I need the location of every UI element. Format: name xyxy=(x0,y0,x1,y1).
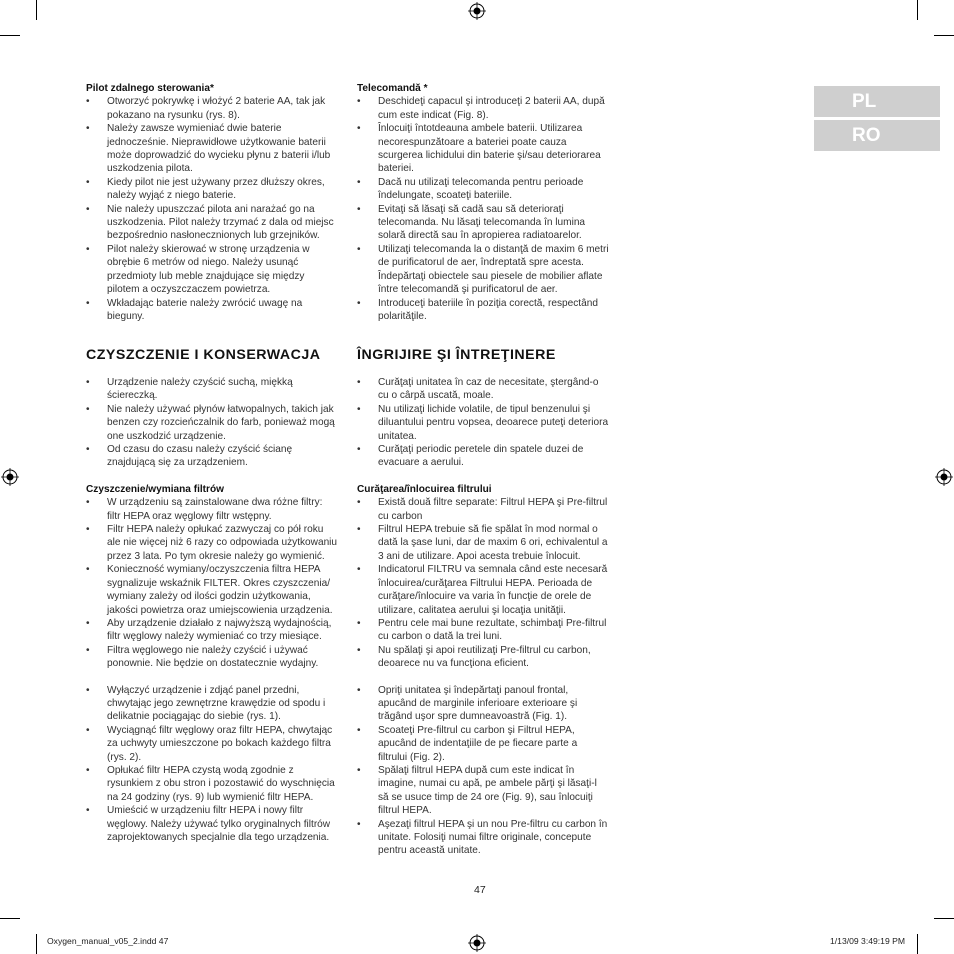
crop-mark xyxy=(36,934,37,954)
list-item: • Wkładając baterie należy zwrócić uwagę na bieguny. xyxy=(86,297,338,324)
list-item: • W urządzeniu są zainstalowane dwa różne filtry: filtr HEPA oraz węglowy filtr wstępny. xyxy=(86,496,338,523)
bullet-list xyxy=(86,376,338,470)
list-item: • Opriţi unitatea şi îndepărtaţi panoul frontal, apucând de marginile inferioare exterioare şi trăgând uşor spre dumneavoastră (Fig. 1). xyxy=(357,684,609,724)
bullet-list xyxy=(86,684,338,845)
list-item: • Należy zawsze wymieniać dwie baterie jednocześnie. Nieprawidłowe użytkowanie baterii może doprowadzić do wycieku płynu z baterii i/lub uszkodzenia pilota. xyxy=(86,122,338,176)
list-item: • Filtrul HEPA trebuie să fie spălat în mod normal o dată la şase luni, dar de maxim 6 ori, echivalentul a 3 ani de utilizare. Apoi acesta trebuie înlocuit. xyxy=(357,523,609,563)
bullet-list xyxy=(357,376,609,470)
list-item: • Aby urządzenie działało z najwyższą wydajnością, filtr węglowy należy wymieniać co trzy miesiące. xyxy=(86,617,338,644)
registration-mark-icon xyxy=(468,2,486,20)
list-item: • Indicatorul FILTRU va semnala când este necesară înlocuirea/curăţarea Filtrului HEPA. Perioada de curăţare/înlocuire va varia în funcţie de orele de utilizare, calitatea aerului şi locaţia unităţii. xyxy=(357,563,609,617)
list-item: • Utilizaţi telecomanda la o distanţă de maxim 6 metri de purificatorul de aer, îndreptată spre acesta. Îndepărtaţi obiectele sau piesele de mobilier aflate între telecomandă şi purificatorul de aer. xyxy=(357,243,609,297)
language-tab-ro: RO xyxy=(814,120,940,151)
crop-mark xyxy=(917,934,918,954)
list-item: • Nu spălaţi şi apoi reutilizaţi Pre-filtrul cu carbon, deoarece nu va funcţiona eficient. xyxy=(357,644,609,671)
list-item: • Deschideţi capacul şi introduceţi 2 baterii AA, după cum este indicat (Fig. 8). xyxy=(357,95,609,122)
list-item: • Aşezaţi filtrul HEPA şi un nou Pre-filtru cu carbon în unitate. Folosiţi numai filtre originale, concepute pentru această unitate. xyxy=(357,818,609,858)
crop-mark xyxy=(917,0,918,20)
list-item: • Înlocuiţi întotdeauna ambele baterii. Utilizarea necorespunzătoare a bateriei poate cauza scurgerea lichidului din baterie şi/sau deteriorarea bateriei. xyxy=(357,122,609,176)
registration-mark-icon xyxy=(935,468,953,486)
registration-mark-icon xyxy=(1,468,19,486)
bullet-list xyxy=(357,496,609,670)
slug-timestamp: 1/13/09 3:49:19 PM xyxy=(830,936,906,946)
list-item: • Opłukać filtr HEPA czystą wodą zgodnie z rysunkiem z obu stron i pozostawić do wyschnięcia na 24 godziny (rys. 9) lub wymienić filtr HEPA. xyxy=(86,764,338,804)
list-item: • Umieścić w urządzeniu filtr HEPA i nowy filtr węglowy. Należy używać tylko oryginalnych filtrów zaprojektowanych specjalnie dla tego urządzenia. xyxy=(86,804,338,844)
list-item: • Curăţaţi periodic peretele din spatele duzei de evacuare a aerului. xyxy=(357,443,609,470)
crop-mark xyxy=(934,918,954,919)
crop-mark xyxy=(934,35,954,36)
polish-column-lower xyxy=(86,376,338,844)
crop-mark xyxy=(0,35,20,36)
polish-column xyxy=(86,82,338,323)
list-item: • Scoateţi Pre-filtrul cu carbon şi Filtrul HEPA, apucând de indentaţiile de pe fiecare parte a filtrului (Fig. 2). xyxy=(357,724,609,764)
list-item: • Spălaţi filtrul HEPA după cum este indicat în imagine, numai cu apă, pe ambele părţi şi lăsaţi-l să se usuce timp de 24 ore (Fig. 9), sau înlocuiţi filtrul HEPA. xyxy=(357,764,609,818)
list-item: • Urządzenie należy czyścić suchą, miękką ściereczką. xyxy=(86,376,338,403)
list-item: • Filtr HEPA należy opłukać zazwyczaj co pół roku ale nie więcej niż 6 razy co odpowiada użytkowaniu przez 3 lata. Po tym okresie należy go wymienić. xyxy=(86,523,338,563)
list-item: • Otworzyć pokrywkę i włożyć 2 baterie AA, tak jak pokazano na rysunku (rys. 8). xyxy=(86,95,338,122)
romanian-column-lower xyxy=(357,376,609,858)
bullet-list xyxy=(86,95,338,323)
list-item: • Kiedy pilot nie jest używany przez dłuższy okres, należy wyjąć z niego baterie. xyxy=(86,176,338,203)
section-heading: ÎNGRIJIRE ŞI ÎNTREŢINERE xyxy=(357,347,556,363)
list-item: • Există două filtre separate: Filtrul HEPA şi Pre-filtrul cu carbon xyxy=(357,496,609,523)
list-item: • Konieczność wymiany/oczyszczenia filtra HEPA sygnalizuje wskaźnik FILTER. Okres czyszczenia/ wymiany zależy od ilości godzin użytkowania, jakości powietrza oraz umiejscowienia urządzenia. xyxy=(86,563,338,617)
list-item: • Curăţaţi unitatea în caz de necesitate, ştergând-o cu o cârpă uscată, moale. xyxy=(357,376,609,403)
section-subtitle: Curăţarea/înlocuirea filtrului xyxy=(357,483,492,495)
list-item: • Nu utilizaţi lichide volatile, de tipul benzenului şi diluantului pentru vopsea, deoarece puteţi deteriora unitatea. xyxy=(357,403,609,443)
romanian-column xyxy=(357,82,609,323)
language-tab-pl: PL xyxy=(814,86,940,117)
section-subtitle: Pilot zdalnego sterowania* xyxy=(86,83,214,94)
crop-mark xyxy=(0,918,20,919)
list-item: • Pentru cele mai bune rezultate, schimbaţi Pre-filtrul cu carbon o dată la trei luni. xyxy=(357,617,609,644)
bullet-list xyxy=(357,95,609,323)
list-item: • Nie należy używać płynów łatwopalnych, takich jak benzen czy rozcieńczalnik do farb, ponieważ mogą one uszkodzić urządzenie. xyxy=(86,403,338,443)
list-item: • Od czasu do czasu należy czyścić ścianę znajdującą się za urządzeniem. xyxy=(86,443,338,470)
bullet-list xyxy=(357,684,609,858)
list-item: • Filtra węglowego nie należy czyścić i używać ponownie. Nie będzie on dostatecznie wydajny. xyxy=(86,644,338,671)
list-item: • Evitaţi să lăsaţi să cadă sau să deterioraţi telecomanda. Nu lăsaţi telecomanda în lumina solară directă sau în apropierea radiatoarelor. xyxy=(357,203,609,243)
crop-mark xyxy=(36,0,37,20)
section-heading: CZYSZCZENIE I KONSERWACJA xyxy=(86,347,321,363)
list-item: • Nie należy upuszczać pilota ani narażać go na uszkodzenia. Pilot należy trzymać z dala od miejsc bezpośrednio nasłonecznionych lub grzejników. xyxy=(86,203,338,243)
section-subtitle: Telecomandă * xyxy=(357,83,428,94)
bullet-list xyxy=(86,496,338,670)
registration-mark-icon xyxy=(468,934,486,952)
list-item: • Wyciągnąć filtr węglowy oraz filtr HEPA, chwytając za uchwyty umieszczone po bokach każdego filtra (rys. 2). xyxy=(86,724,338,764)
section-subtitle: Czyszczenie/wymiana filtrów xyxy=(86,483,224,495)
list-item: • Introduceţi bateriile în poziţia corectă, respectând polarităţile. xyxy=(357,297,609,324)
list-item: • Wyłączyć urządzenie i zdjąć panel przedni, chwytając jego zewnętrzne krawędzie od spodu i delikatnie pociągając do siebie (rys. 1). xyxy=(86,684,338,724)
list-item: • Dacă nu utilizaţi telecomanda pentru perioade îndelungate, scoateţi bateriile. xyxy=(357,176,609,203)
slug-filename: Oxygen_manual_v05_2.indd 47 xyxy=(47,936,169,946)
list-item: • Pilot należy skierować w stronę urządzenia w obrębie 6 metrów od niego. Należy usunąć przedmioty lub meble znajdujące się między pilotem a oczyszczaczem powietrza. xyxy=(86,243,338,297)
page-number: 47 xyxy=(474,884,486,896)
